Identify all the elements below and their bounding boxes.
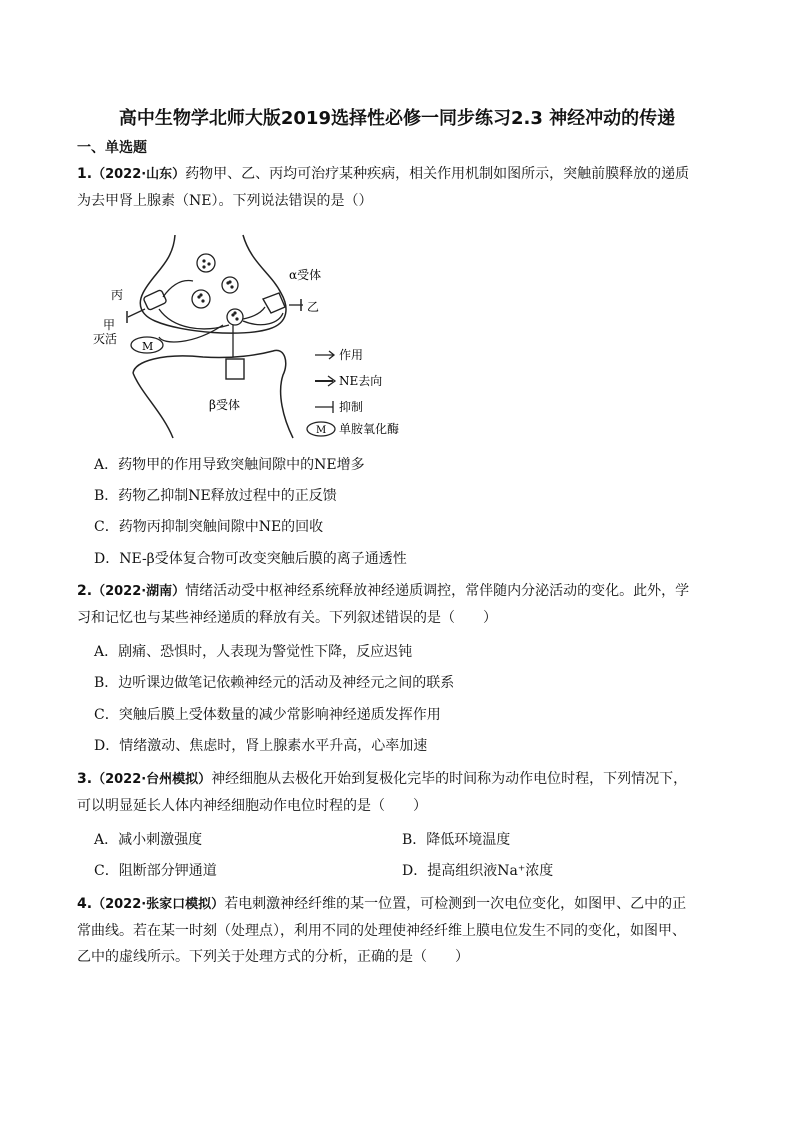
question-1 xyxy=(77,161,727,214)
question-4-line-3: 乙中的虚线所示。下列关于处理方式的分析，正确的是（ ） xyxy=(77,949,469,965)
label-miehuo: 灭活 xyxy=(93,332,118,346)
question-4-line-1: 4.（2022·张家口模拟）若电刺激神经纤维的某一位置，可检测到一次电位变化，如图甲、乙中的正 xyxy=(77,896,687,912)
question-2 xyxy=(77,578,727,631)
legend-mao: 单胺氧化酶 xyxy=(339,422,400,436)
legend-effect: 作用 xyxy=(339,348,364,362)
question-2-line-2: 习和记忆也与某些神经递质的释放有关。下列叙述错误的是（ ） xyxy=(77,610,497,626)
q2-option-c: C．突触后膜上受体数量的减少常影响神经递质发挥作用 xyxy=(94,707,441,723)
label-beta-receptor: β受体 xyxy=(209,398,240,412)
synapse-diagram xyxy=(93,233,423,443)
mao-symbol: M xyxy=(142,340,154,353)
q2-option-a: A．剧痛、恐惧时，人表现为警觉性下降，反应迟钝 xyxy=(94,644,413,660)
q1-option-c: C．药物丙抑制突触间隙中NE的回收 xyxy=(94,519,324,535)
label-yi: 乙 xyxy=(307,300,320,314)
label-jia: 甲 xyxy=(103,318,116,332)
q1-option-d: D．NE-β受体复合物可改变突触后膜的离子通透性 xyxy=(94,551,407,567)
q3-option-d: D．提高组织液Na⁺浓度 xyxy=(402,863,554,879)
q2-option-b: B．边听课边做笔记依赖神经元的活动及神经元之间的联系 xyxy=(94,675,455,691)
label-alpha-receptor: α受体 xyxy=(289,268,322,282)
legend-ne-direction: NE去向 xyxy=(339,374,383,388)
question-2-line-1: 2.（2022·湖南）情绪活动受中枢神经系统释放神经递质调控，常伴随内分泌活动的变化。此外，学 xyxy=(77,583,690,599)
question-4 xyxy=(77,891,727,970)
q3-option-b: B．降低环境温度 xyxy=(402,832,511,848)
legend-inhibit: 抑制 xyxy=(339,400,364,414)
question-1-line-2: 为去甲肾上腺素（NE）。下列说法错误的是（） xyxy=(77,193,373,209)
q3-option-c: C．阻断部分钾通道 xyxy=(94,863,217,879)
q1-option-b: B．药物乙抑制NE释放过程中的正反馈 xyxy=(94,488,337,504)
q1-option-a: A．药物甲的作用导致突触间隙中的NE增多 xyxy=(94,457,365,473)
section-heading: 一、单选题 xyxy=(77,140,147,156)
question-3 xyxy=(77,766,727,819)
q2-option-d: D．情绪激动、焦虑时，肾上腺素水平升高，心率加速 xyxy=(94,738,428,754)
legend-mao-symbol: M xyxy=(316,425,327,436)
page-title: 高中生物学北师大版2019选择性必修一同步练习2.3 神经冲动的传递 xyxy=(118,108,676,129)
q3-option-a: A．减小刺激强度 xyxy=(94,832,203,848)
label-bing: 丙 xyxy=(111,288,124,302)
question-1-line-1: 1.（2022·山东）药物甲、乙、丙均可治疗某种疾病，相关作用机制如图所示，突触前膜释放的递质 xyxy=(77,166,690,182)
question-3-line-2: 可以明显延长人体内神经细胞动作电位时程的是（ ） xyxy=(77,798,427,814)
question-3-line-1: 3.（2022·台州模拟）神经细胞从去极化开始到复极化完毕的时间称为动作电位时程，下列情况下， xyxy=(77,771,688,787)
question-4-line-2: 常曲线。若在某一时刻（处理点），利用不同的处理使神经纤维上膜电位发生不同的变化，如图甲、 xyxy=(77,923,686,939)
